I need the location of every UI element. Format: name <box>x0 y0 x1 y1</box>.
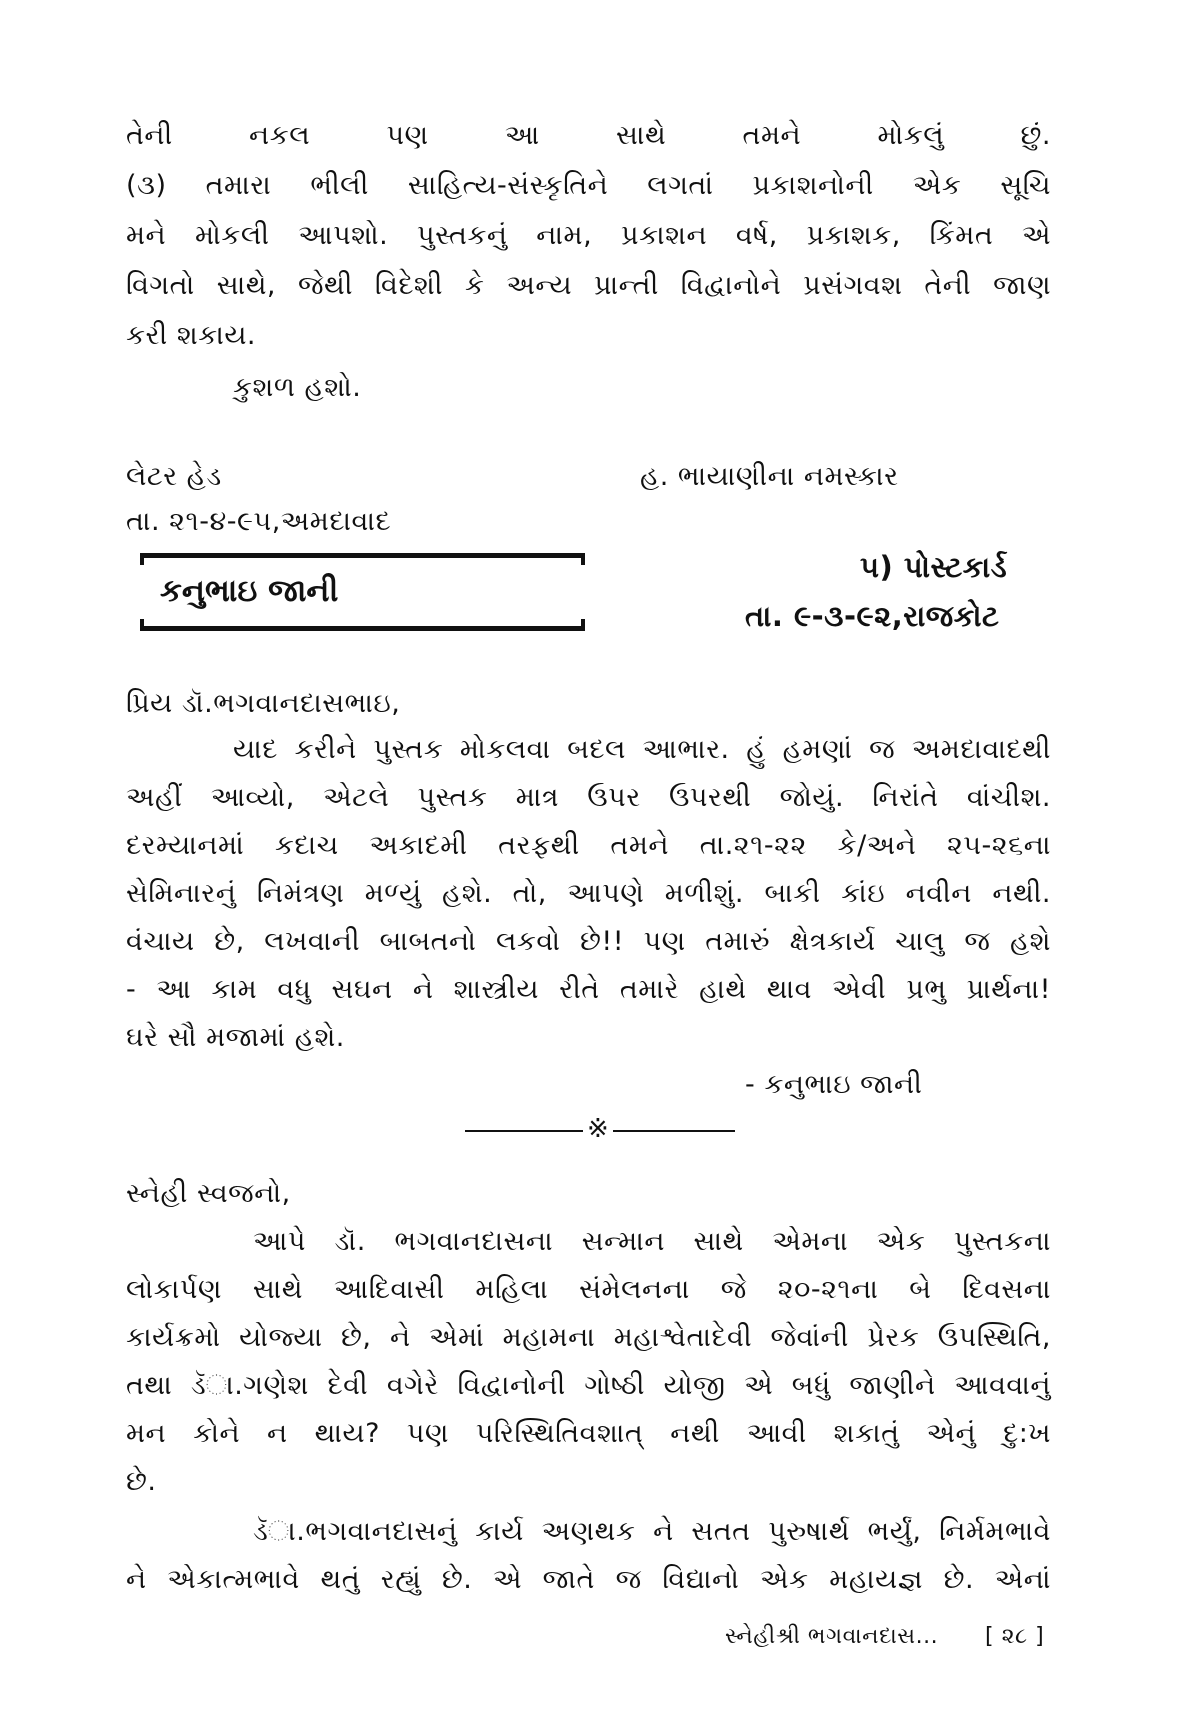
letter3-line-3: કાર્યક્રમો યોજ્યા છે, ને એમાં મહામના મહાશ્વેતાદેવી જેવાંની પ્રેરક ઉપસ્થિતિ, <box>126 1322 1051 1353</box>
name-box-tick <box>581 553 585 565</box>
letter3-line-8: ને એકાત્મભાવે થતું રહ્યું છે. એ જાતે જ વિદ્યાનો એક મહાયજ્ઞ છે. એનાં <box>126 1564 1051 1595</box>
letter1-line-1: તેની નકલ પણ આ સાથે તમને મોકલું છું. <box>126 120 1051 151</box>
letter3-line-4: તથા ડૅા.ગણેશ દેવી વગેરે વિદ્વાનોની ગોષ્ઠી યોજી એ બધું જાણીને આવવાનું <box>126 1370 1051 1401</box>
letter3-line-1: આપે ડૉ. ભગવાનદાસના સન્માન સાથે એમના એક પુસ્તકના <box>253 1226 1051 1257</box>
letter2-line-3: દરમ્યાનમાં કદાચ અકાદમી તરફથી તમને તા.૨૧-૨૨ કે/અને ૨૫-૨૬ના <box>126 830 1051 861</box>
letter2-signature: - કનુભાઇ જાની <box>745 1069 923 1100</box>
letter1-line-2: (૩) તમારા ભીલી સાહિત્ય-સંસ્કૃતિને લગતાં પ્રકાશનોની એક સૂચિ <box>126 170 1051 201</box>
divider-ornament-icon: ※ <box>583 1114 613 1144</box>
letter3-line-7: ડૅા.ભગવાનદાસનું કાર્ય અણથક ને સતત પુરુષાર્થ ભર્યું, નિર્મમભાવે <box>253 1516 1051 1547</box>
letter2-salutation: પ્રિય ડૉ.ભગવાનદાસભાઇ, <box>126 688 401 719</box>
correspondent-name-box <box>140 553 585 631</box>
letter3-line-5: મન કોને ન થાય? પણ પરિસ્થિતિવશાત્ નથી આવી શકાતું એનું દુ:ખ <box>126 1418 1051 1449</box>
name-box-tick <box>140 553 144 565</box>
letter1-closing: કુશળ હશો. <box>233 372 362 403</box>
letter2-line-5: વંચાય છે, લખવાની બાબતનો લકવો છે!! પણ તમારું ક્ષેત્રકાર્ય ચાલુ જ હશે <box>126 926 1051 957</box>
letter1-line-4: વિગતો સાથે, જેથી વિદેશી કે અન્ય પ્રાન્તી વિદ્વાનોને પ્રસંગવશ તેની જાણ <box>126 270 1051 301</box>
letter3-line-6: છે. <box>126 1466 157 1497</box>
letter2-line-4: સેમિનારનું નિમંત્રણ મળ્યું હશે. તો, આપણે મળીશું. બાકી કાંઇ નવીન નથી. <box>126 878 1051 909</box>
name-box-bottom-bar <box>140 626 585 631</box>
letter1-line-5: કરી શકાય. <box>126 320 257 351</box>
running-title: સ્નેહીશ્રી ભગવાનદાસ... <box>725 1624 939 1649</box>
letter1-signature: હ. ભાયાણીના નમસ્કાર <box>640 461 899 492</box>
letter2-line-1: યાદ કરીને પુસ્તક મોકલવા બદલ આભાર. હું હમણાં જ અમદાવાદથી <box>233 734 1051 765</box>
letter2-line-6: - આ કામ વધુ સઘન ને શાસ્ત્રીય રીતે તમારે હાથે થાવ એવી પ્રભુ પ્રાર્થના! <box>126 974 1051 1005</box>
letter-date-place: તા. ૯-૩-૯૨,રાજકોટ <box>745 599 1000 633</box>
correspondent-name: કનુભાઇ જાની <box>160 573 339 609</box>
name-box-top-bar <box>140 553 585 558</box>
letter2-line-2: અહીં આવ્યો, એટલે પુસ્તક માત્ર ઉપર ઉપરથી જોયું. નિરાંતે વાંચીશ. <box>126 782 1051 813</box>
letter1-letterhead: લેટર હેડ <box>126 461 222 492</box>
letter1-line-3: મને મોકલી આપશો. પુસ્તકનું નામ, પ્રકાશન વર્ષ, પ્રકાશક, કિંમત એ <box>126 220 1051 251</box>
page-number: [ ૨૮ ] <box>985 1624 1045 1649</box>
letter-item-label: ૫) પોસ્ટકાર્ડ <box>860 550 1008 584</box>
letter1-date: તા. ૨૧-૪-૯૫,અમદાવાદ <box>126 506 392 537</box>
letter3-line-2: લોકાર્પણ સાથે આદિવાસી મહિલા સંમેલનના જે ૨૦-૨૧ના બે દિવસના <box>126 1274 1051 1305</box>
letter3-salutation: સ્નેહી સ્વજનો, <box>126 1178 291 1209</box>
letter2-line-7: ઘરે સૌ મજામાં હશે. <box>126 1022 345 1053</box>
section-divider <box>465 1114 735 1144</box>
